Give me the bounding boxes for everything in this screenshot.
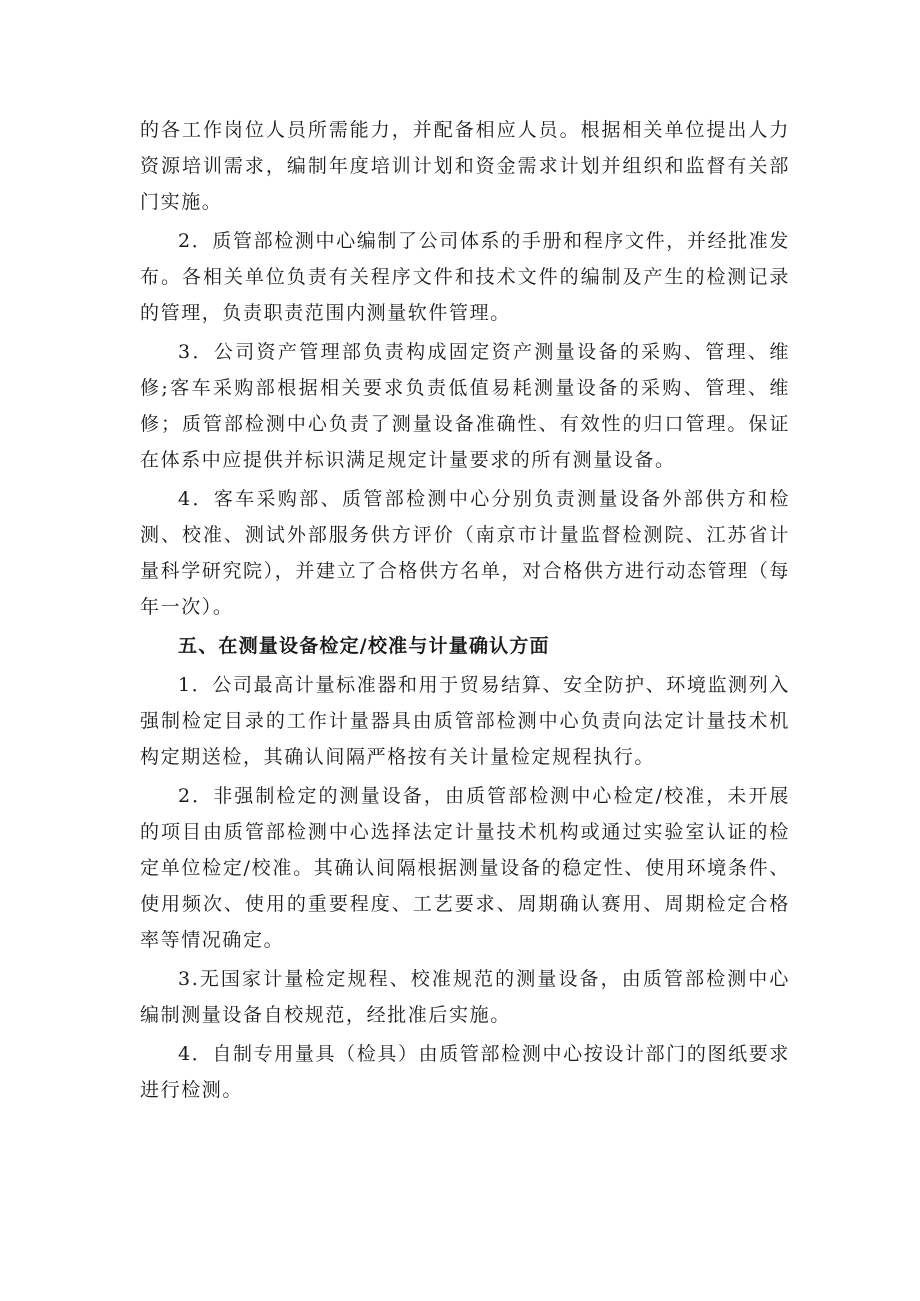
section-heading: 五、在测量设备检定/校准与计量确认方面: [178, 635, 550, 657]
section-paragraph-1: 1．公司最高计量标准器和用于贸易结算、安全防护、环境监测列入强制检定目录的工作计量器具由质管部检测中心负责向法定计量技术机构定期送检，其确认间隔严格按有关计量检定规程执行。: [140, 674, 790, 768]
section-paragraph-2: 2．非强制检定的测量设备，由质管部检测中心检定/校准，未开展的项目由质管部检测中心选择法定计量技术机构或通过实验室认证的检定单位检定/校准。其确认间隔根据测量设备的稳定性、使用环境条件、使用频次、使用的重要程度、工艺要求、周期确认赛用、周期检定合格率等情况确定。: [140, 785, 790, 951]
section-paragraph-4: 4．自制专用量具（检具）由质管部检测中心按设计部门的图纸要求进行检测。: [140, 1043, 790, 1101]
document-body: [140, 112, 790, 1111]
section-paragraph-3: 3.无国家计量检定规程、校准规范的测量设备，由质管部检测中心编制测量设备自校规范，经批准后实施。: [140, 968, 790, 1026]
paragraph-item-4: 4．客车采购部、质管部检测中心分别负责测量设备外部供方和检测、校准、测试外部服务供方评价（南京市计量监督检测院、江苏省计量科学研究院），并建立了合格供方名单，对合格供方进行动态管理（每年一次）。: [140, 488, 790, 618]
paragraph-item-2: 2．质管部检测中心编制了公司体系的手册和程序文件，并经批准发布。各相关单位负责有关程序文件和技术文件的编制及产生的检测记录的管理，负责职责范围内测量软件管理。: [140, 230, 790, 324]
paragraph-item-3: 3．公司资产管理部负责构成固定资产测量设备的采购、管理、维修;客车采购部根据相关要求负责低值易耗测量设备的采购、管理、维修；质管部检测中心负责了测量设备准确性、有效性的归口管理。保证在体系中应提供并标识满足规定计量要求的所有测量设备。: [140, 341, 790, 471]
paragraph-continuation: 的各工作岗位人员所需能力，并配备相应人员。根据相关单位提出人力资源培训需求，编制年度培训计划和资金需求计划并组织和监督有关部门实施。: [140, 119, 790, 213]
